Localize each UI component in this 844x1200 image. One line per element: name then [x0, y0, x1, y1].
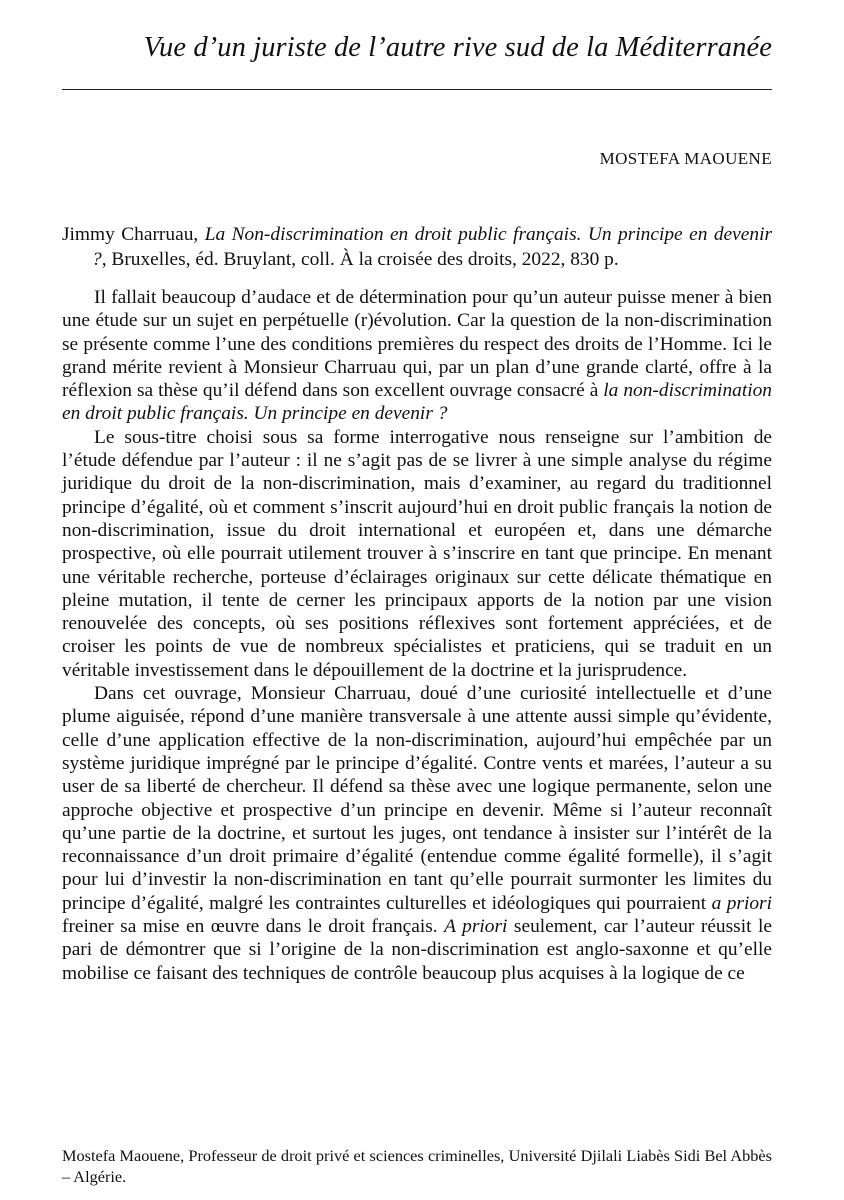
paragraph-3-italic1: a priori — [711, 892, 772, 914]
paragraph-1-text: Il fallait beaucoup d’audace et de détermination pour qu’un auteur puisse mener à bien une étude sur un sujet en perpétuelle (r)évolution. Car la question de la non-discrimination se présente comme l’une des conditions premières du respect des droits de l’Homme. Ici le grand mérite revient à Monsieur Charruau qui, par un plan d’une grande clarté, offre à la réflexion sa thèse qu’il défend dans son excellent ouvrage consacré à — [62, 287, 772, 402]
book-reference — [62, 222, 772, 272]
paragraph-3 — [62, 682, 772, 985]
paragraph-3-italic2: A priori — [444, 916, 508, 938]
paragraph-2: Le sous-titre choisi sous sa forme interrogative nous renseigne sur l’ambition de l’étude défendue par l’auteur : il ne s’agit pas de se livrer à une simple analyse du régime juridique du droit de la non-discrimination, mais d’examiner, au regard du traditionnel principe d’égalité, où et comment s’inscrit aujourd’hui en droit public français la notion de non-discrimination, issue du droit international et européen et, dans une démarche prospective, où elle pourrait utilement trouver à s’inscrire en tant que principe. En menant une véritable recherche, porteuse d’éclairages originaux sur cette délicate thématique en pleine mutation, il tente de cerner les principaux apports de la notion par une vision renouvelée des concepts, où ses positions réflexives sont fortement appréciées, et de croiser les points de vue de nombreux spécialistes et praticiens, qui se traduit en un véritable investissement dans le dépouillement de la doctrine et la jurisprudence. — [62, 426, 772, 681]
running-head: Vue d’un juriste de l’autre rive sud de la Méditerranée — [143, 32, 772, 63]
author-footnote: Mostefa Maouene, Professeur de droit privé et sciences criminelles, Université Djilali Liabès Sidi Bel Abbès – Algérie. — [62, 1146, 772, 1186]
header-divider — [62, 89, 772, 90]
paragraph-1 — [62, 286, 772, 426]
reference-title: La Non-discrimination en droit public français. Un principe en devenir ? — [92, 224, 773, 270]
article-author: MOSTEFA MAOUENE — [599, 149, 772, 168]
paragraph-3-part2: freiner sa mise en œuvre dans le droit français. — [62, 916, 445, 938]
reference-author: Jimmy Charruau, — [62, 224, 205, 245]
paragraph-1-title: la non-discrimination en droit public français. Un principe en devenir ? — [62, 380, 773, 425]
article-body — [62, 286, 772, 985]
paragraph-3-part1: Dans cet ouvrage, Monsieur Charruau, doué d’une curiosité intellectuelle et d’une plume aiguisée, répond d’une manière transversale à une attente aussi simple qu’évidente, celle d’une application effective de la non-discrimination, aujourd’hui empêchée par un système juridique imprégné par le principe d’égalité. Contre vents et marées, l’auteur a su user de sa liberté de chercheur. Il défend sa thèse avec une logique permanente, selon une approche objective et prospective d’un principe en devenir. Même si l’auteur reconnaît qu’une partie de la doctrine, et surtout les juges, ont tendance à insister sur l’intérêt de la reconnaissance d’un droit primaire d’égalité (entendue comme égalité formelle), il s’agit pour lui d’investir la non-discrimination en tant qu’elle pourrait surmonter les limites du principe d’égalité, malgré les contraintes culturelles et idéologiques qui pourraient — [62, 683, 772, 914]
paragraph-3-part3: seulement, car l’auteur réussit le pari de démontrer que si l’origine de la non-discrimination est anglo-saxonne et qu’elle mobilise ce faisant des techniques de contrôle beaucoup plus acquises à la logique de ce — [62, 916, 772, 984]
reference-details: , Bruxelles, éd. Bruylant, coll. À la croisée des droits, 2022, 830 p. — [101, 249, 619, 270]
